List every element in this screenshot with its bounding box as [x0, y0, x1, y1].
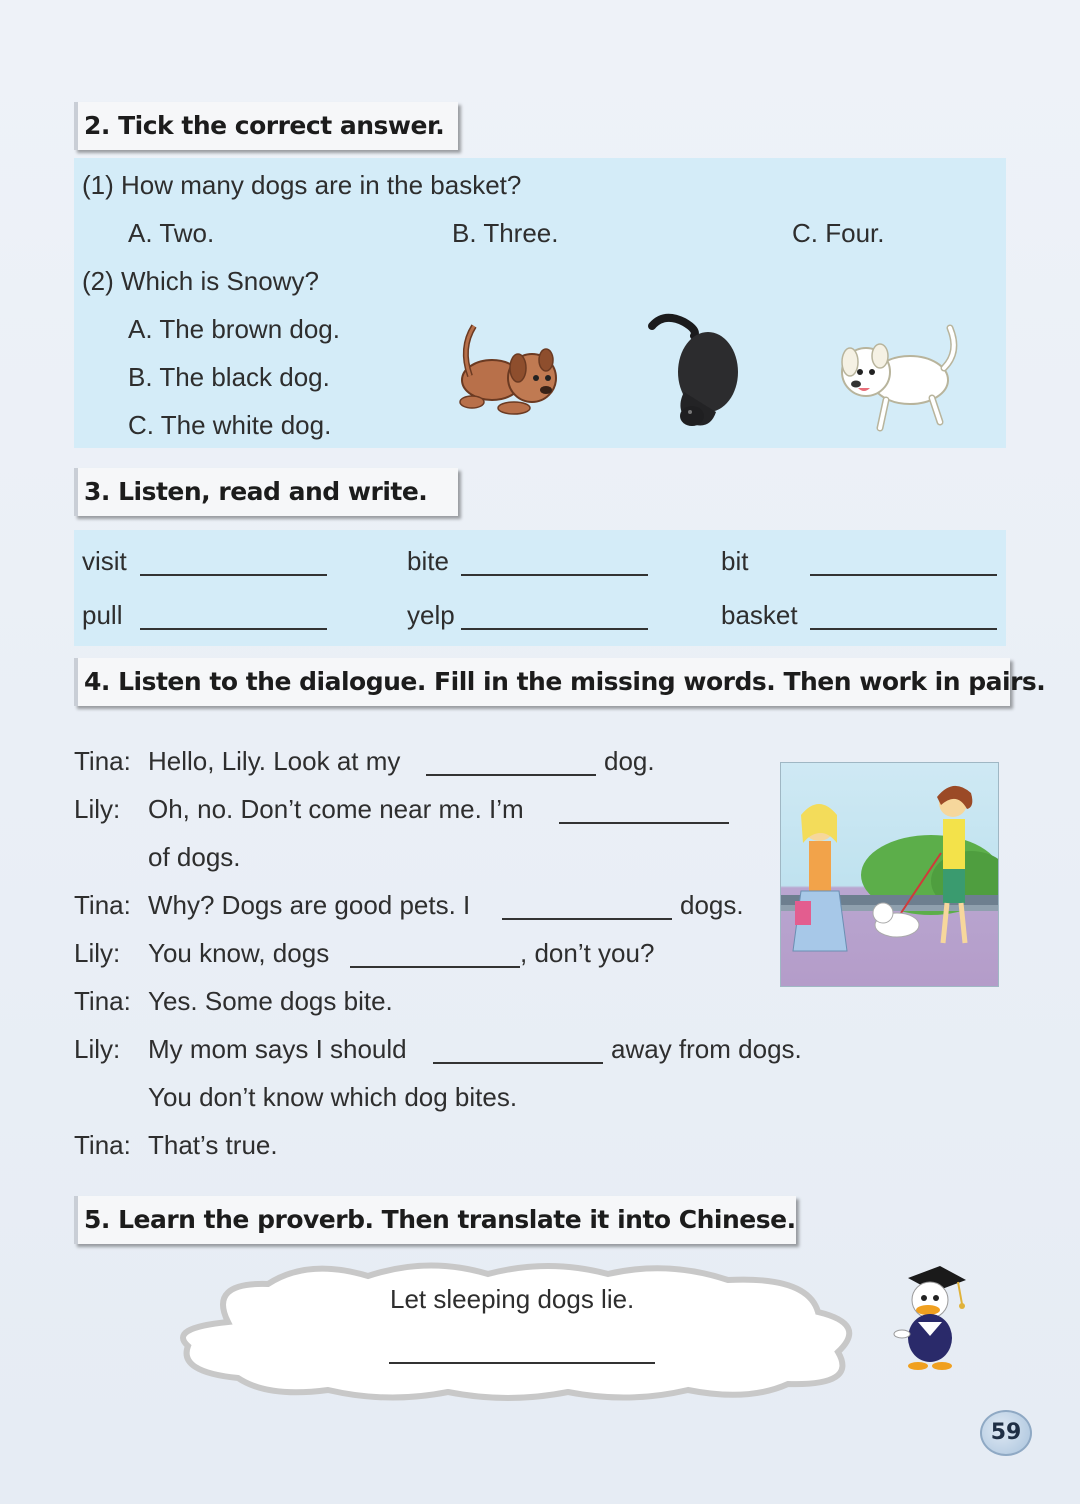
dialogue-text: You know, dogs — [148, 938, 330, 968]
q2-option-a[interactable]: A. The brown dog. — [128, 314, 340, 344]
dialogue-speaker: Lily: — [74, 1034, 121, 1064]
q2-option-c[interactable]: C. The white dog. — [128, 410, 332, 440]
dialogue-text: Hello, Lily. Look at my — [148, 746, 401, 776]
scene-drawing — [781, 763, 999, 987]
dialogue-text: of dogs. — [148, 842, 241, 872]
word-bite: bite — [407, 546, 449, 576]
word-yelp-blank[interactable] — [461, 628, 648, 630]
word-bit-blank[interactable] — [810, 574, 997, 576]
word-visit: visit — [82, 546, 127, 576]
dialogue-text-after: away from dogs. — [611, 1034, 802, 1064]
white-dog-illustration — [836, 322, 964, 434]
section4-heading: 4. Listen to the dialogue. Fill in the missing words. Then work in pairs. — [74, 658, 1010, 706]
dialogue-blank-5[interactable] — [433, 1062, 603, 1064]
section3-heading: 3. Listen, read and write. — [74, 468, 458, 516]
dialogue-text: Why? Dogs are good pets. I — [148, 890, 471, 920]
dialogue-blank-4[interactable] — [350, 966, 520, 968]
proverb-text: Let sleeping dogs lie. — [390, 1284, 635, 1314]
dialogue-blank-3[interactable] — [502, 918, 672, 920]
dialogue-speaker: Lily: — [74, 938, 121, 968]
page-number: 59 — [980, 1410, 1032, 1456]
black-dog-illustration — [644, 312, 746, 432]
dialogue-text-after: , don’t you? — [520, 938, 655, 968]
proverb-translation-blank[interactable] — [389, 1362, 655, 1364]
word-bit: bit — [721, 546, 749, 576]
q1-question: (1) How many dogs are in the basket? — [82, 170, 522, 200]
dialogue-speaker: Lily: — [74, 794, 121, 824]
q1-option-c[interactable]: C. Four. — [792, 218, 885, 248]
brown-dog-illustration — [452, 318, 568, 420]
dialogue-text: That’s true. — [148, 1130, 278, 1160]
duck-mascot-illustration — [888, 1266, 972, 1374]
girls-walking-dog-illustration — [780, 762, 999, 987]
dialogue-speaker: Tina: — [74, 986, 131, 1016]
dialogue-text: Oh, no. Don’t come near me. I’m — [148, 794, 524, 824]
q1-option-b[interactable]: B. Three. — [452, 218, 559, 248]
word-yelp: yelp — [407, 600, 455, 630]
dialogue-text: You don’t know which dog bites. — [148, 1082, 518, 1112]
dialogue-speaker: Tina: — [74, 1130, 131, 1160]
proverb-cloud — [168, 1262, 868, 1402]
section5-heading: 5. Learn the proverb. Then translate it into Chinese. — [74, 1196, 796, 1244]
dialogue-speaker: Tina: — [74, 890, 131, 920]
dialogue-text-after: dogs. — [680, 890, 744, 920]
dialogue-text: Yes. Some dogs bite. — [148, 986, 393, 1016]
q2-option-b[interactable]: B. The black dog. — [128, 362, 330, 392]
word-pull: pull — [82, 600, 123, 630]
word-pull-blank[interactable] — [140, 628, 327, 630]
word-visit-blank[interactable] — [140, 574, 327, 576]
dialogue-blank-1[interactable] — [426, 774, 596, 776]
word-basket: basket — [721, 600, 798, 630]
word-bite-blank[interactable] — [461, 574, 648, 576]
dialogue-text: My mom says I should — [148, 1034, 407, 1064]
q2-question: (2) Which is Snowy? — [82, 266, 319, 296]
dialogue-speaker: Tina: — [74, 746, 131, 776]
section2-heading: 2. Tick the correct answer. — [74, 102, 458, 150]
word-basket-blank[interactable] — [810, 628, 997, 630]
q1-option-a[interactable]: A. Two. — [128, 218, 215, 248]
dialogue-blank-2[interactable] — [559, 822, 729, 824]
dialogue-text-after: dog. — [604, 746, 655, 776]
